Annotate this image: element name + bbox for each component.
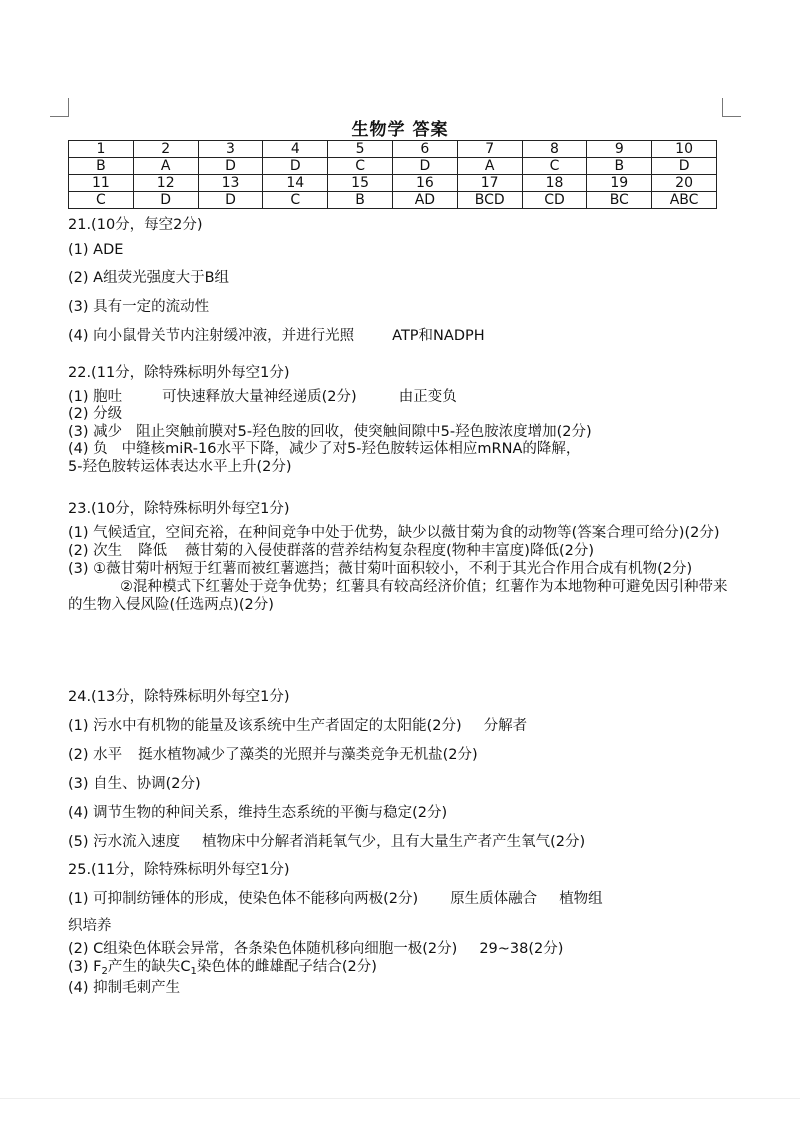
q25-answer-3-post: 染色体的雌雄配子结合(2分) (196, 958, 377, 975)
answer-table-row (69, 141, 717, 158)
q22-answer-4-cont: 5-羟色胺转运体表达水平上升(2分) (68, 458, 292, 475)
answer-table-row (69, 175, 717, 192)
q21-answer-2: (2) A组荧光强度大于B组 (68, 270, 230, 286)
q23-answer-3: (3) ①薇甘菊叶柄短于红薯而被红薯遮挡；薇甘菊叶面积较小，不利于其光合作用合成有机物(2分) (68, 561, 693, 577)
q25-answer-3-sub1: 2 (101, 965, 108, 977)
answer-table-cell: B (587, 158, 652, 175)
answer-table-cell: 7 (457, 141, 522, 158)
q24-answer-2 (68, 743, 733, 764)
q21-answer-4a: (4) 向小鼠骨关节内注射缓冲液，并进行光照 (68, 328, 355, 344)
answer-table-cell: 16 (392, 175, 457, 192)
question-23 (68, 500, 733, 614)
q25-answer-1a: (1) 可抑制纺锤体的形成，使染色体不能移向两极(2分) (68, 891, 419, 907)
answer-table-cell: 1 (69, 141, 134, 158)
q23-answer-1: (1) 气候适宜，空间充裕，在种间竞争中处于优势，缺少以薇甘菊为食的动物等(答案合理可给分)(2分) (68, 525, 720, 541)
q21-answer-4 (68, 324, 733, 345)
answer-table-cell: D (652, 158, 717, 175)
question-25 (68, 858, 733, 998)
answer-table-cell: D (133, 192, 198, 209)
q25-answer-4: (4) 抑制毛刺产生 (68, 980, 181, 996)
q22-answer-4a: (4) 负 (68, 441, 108, 457)
q21-answer-1: (1) ADE (68, 242, 124, 258)
answer-table-cell: 5 (328, 141, 393, 158)
q24-answer-5 (68, 830, 733, 851)
q25-answer-3 (68, 959, 733, 981)
q23-answer-2c: 薇甘菊的入侵使群落的营养结构复杂程度(物种丰富度)降低(2分) (185, 543, 595, 559)
q25-answer-2b: 29~38(2分) (479, 941, 564, 957)
question-22 (68, 365, 733, 476)
question-24 (68, 685, 733, 851)
answer-table-row (69, 192, 717, 209)
q22-answer-3b: 阻止突触前膜对5-羟色胺的回收，使突触间隙中5-羟色胺浓度增加(2分) (136, 423, 592, 440)
q23-answer-3-part2: ②混种模式下红薯处于竞争优势；红薯具有较高经济价值；红薯作为本地物种可避免因引种带来的生物入侵风险(任选两点)(2分) (68, 579, 728, 613)
answer-table-row (69, 158, 717, 175)
q25-answer-1 (68, 887, 733, 908)
q24-answer-1b: 分解者 (483, 718, 528, 734)
answer-table-cell: 9 (587, 141, 652, 158)
answer-table-cell: 3 (198, 141, 263, 158)
answer-table-cell: 18 (522, 175, 587, 192)
answer-table-cell: D (263, 158, 328, 175)
q24-answer-3: (3) 自生、协调(2分) (68, 776, 201, 792)
answer-table-cell: 8 (522, 141, 587, 158)
answer-table-cell: C (328, 158, 393, 175)
answer-table-cell: B (69, 158, 134, 175)
q24-answer-1 (68, 714, 733, 735)
q22-answer-3 (68, 424, 733, 442)
q23-answer-2 (68, 542, 733, 560)
answer-table-cell: A (457, 158, 522, 175)
q22-answer-1c: 由正变负 (398, 388, 457, 405)
q22-answer-2: (2) 分级 (68, 406, 123, 422)
q25-tight-block (68, 941, 733, 998)
q22-header: 22.(11分，除特殊标明外每空1分) (68, 365, 290, 381)
q22-answer-1b: 可快速释放大量神经递质(2分) (162, 388, 357, 405)
answer-table-cell: 13 (198, 175, 263, 192)
answer-table-cell: A (133, 158, 198, 175)
q24-answer-2a: (2) 水平 (68, 747, 123, 763)
q22-answer-4b: 中缝核miR-16水平下降，减少了对5-羟色胺转运体相应mRNA的降解， (121, 441, 581, 457)
answer-table-cell: 6 (392, 141, 457, 158)
answer-table-cell: CD (522, 192, 587, 209)
answer-table-cell: 14 (263, 175, 328, 192)
q24-answer-2b: 挺水植物减少了藻类的光照并与藻类竞争无机盐(2分) (138, 747, 478, 763)
answer-table-cell: D (392, 158, 457, 175)
q25-header: 25.(11分，除特殊标明外每空1分) (68, 862, 290, 878)
answer-table-cell: 10 (652, 141, 717, 158)
answer-table-cell: D (198, 192, 263, 209)
answer-table-cell: AD (392, 192, 457, 209)
q21-answer-4b: ATP和NADPH (392, 328, 485, 344)
q25-answer-3-sub2: 1 (190, 965, 197, 977)
q24-header: 24.(13分，除特殊标明外每空1分) (68, 689, 290, 705)
question-21 (68, 213, 733, 345)
answer-table-cell: D (198, 158, 263, 175)
q21-answer-3: (3) 具有一定的流动性 (68, 299, 210, 315)
q25-answer-3-mid: 产生的缺失C (107, 958, 191, 975)
answer-table-cell: B (328, 192, 393, 209)
answer-table-cell: BCD (457, 192, 522, 209)
q23-header: 23.(10分，除特殊标明外每空1分) (68, 501, 290, 517)
answer-table-cell: 4 (263, 141, 328, 158)
answer-table-cell: 20 (652, 175, 717, 192)
answer-table-cell: 12 (133, 175, 198, 192)
answer-table-cell: C (263, 192, 328, 209)
answer-table-cell: 11 (69, 175, 134, 192)
q22-answer-1a: (1) 胞吐 (68, 388, 123, 405)
q24-answer-5b: 植物床中分解者消耗氧气少，且有大量生产者产生氧气(2分) (202, 834, 586, 850)
q24-answer-4: (4) 调节生物的种间关系，维持生态系统的平衡与稳定(2分) (68, 805, 448, 821)
q25-answer-1-cont: 织培养 (68, 918, 112, 934)
answer-table-cell: 17 (457, 175, 522, 192)
q22-answer-1 (68, 389, 733, 407)
q25-answer-2 (68, 941, 733, 959)
answer-table-cell: BC (587, 192, 652, 209)
page-title: 生物学 答案 (351, 120, 449, 140)
answer-table (68, 140, 717, 209)
q23-answer-2b: 降低 (138, 543, 168, 559)
q24-answer-5a: (5) 污水流入速度 (68, 834, 181, 850)
answer-table-cell: 2 (133, 141, 198, 158)
answer-table-cell: C (522, 158, 587, 175)
q25-answer-1c: 植物组 (559, 891, 603, 907)
q21-header: 21.(10分，每空2分) (68, 217, 203, 233)
q22-answer-3a: (3) 减少 (68, 423, 123, 440)
answer-table-cell: C (69, 192, 134, 209)
answer-table-cell: ABC (652, 192, 717, 209)
q23-answer-2a: (2) 次生 (68, 543, 123, 559)
q25-answer-2a: (2) C组染色体联会异常，各条染色体随机移向细胞一极(2分) (68, 941, 458, 957)
q24-answer-1a: (1) 污水中有机物的能量及该系统中生产者固定的太阳能(2分) (68, 718, 462, 734)
answer-table-cell: 19 (587, 175, 652, 192)
q22-answer-4 (68, 441, 733, 459)
q25-answer-1b: 原生质体融合 (450, 891, 538, 907)
answer-table-cell: 15 (328, 175, 393, 192)
page-bottom-edge (0, 1098, 800, 1099)
q25-answer-3-pre: (3) F (68, 958, 102, 975)
